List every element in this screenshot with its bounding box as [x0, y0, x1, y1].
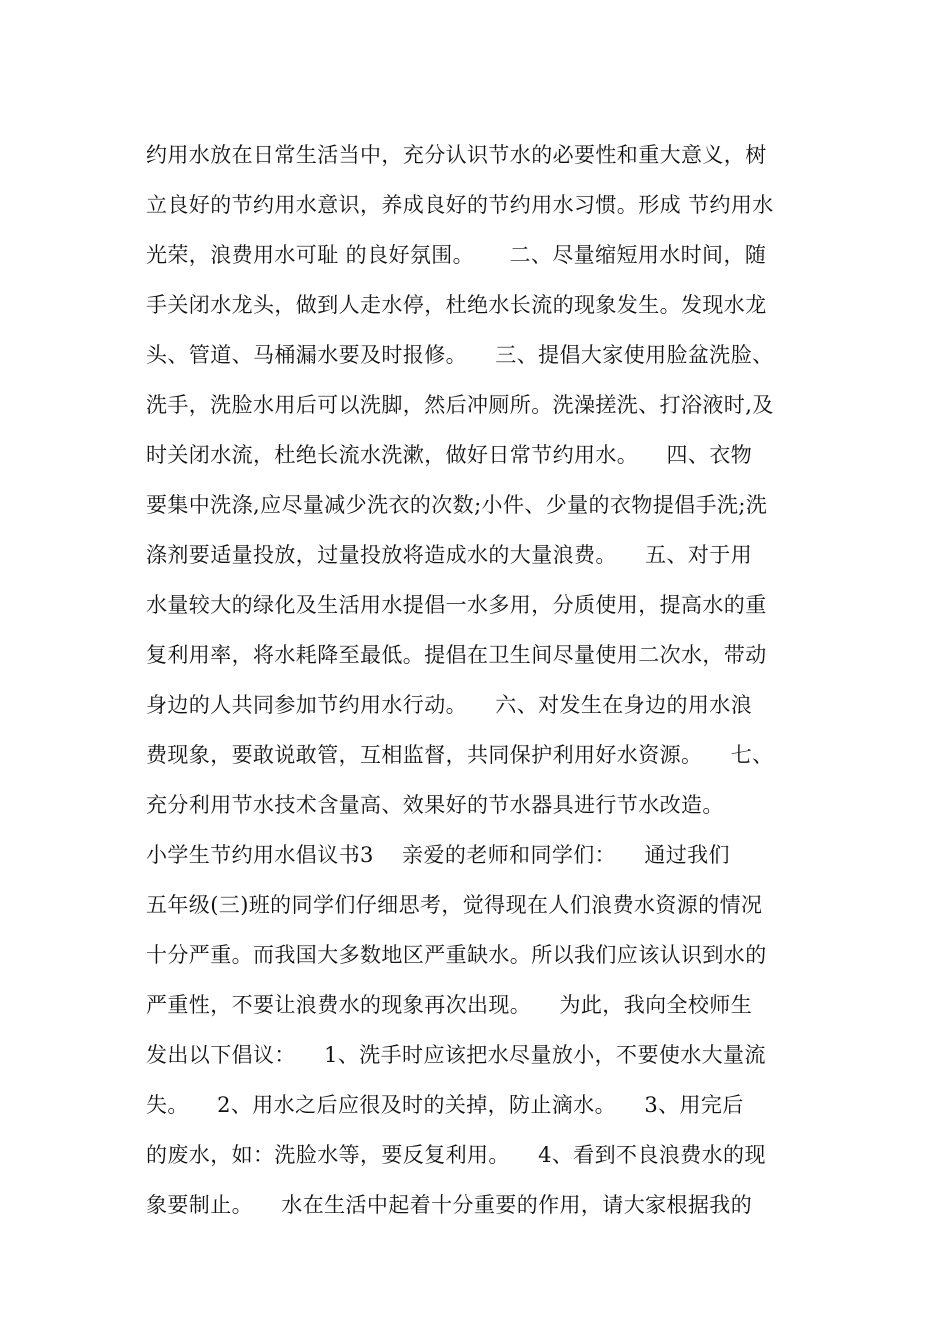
text-line: 五年级(三)班的同学们仔细思考，觉得现在人们浪费水资源的情况 [146, 893, 763, 917]
text-line: 严重性，不要让浪费水的现象再次出现。 为此，我向全校师生 [146, 993, 753, 1017]
body-text [146, 130, 826, 1230]
text-line: 的废水，如：洗脸水等，要反复利用。 4、看到不良浪费水的现 [146, 1143, 766, 1167]
text-line: 立良好的节约用水意识，养成良好的节约用水习惯。形成 节约用水 [146, 193, 774, 217]
text-line: 失。 2、用水之后应很及时的关掉，防止滴水。 3、用完后 [146, 1093, 744, 1117]
text-line: 费现象，要敢说敢管，互相监督，共同保护利用好水资源。 七、 [146, 743, 774, 767]
text-line: 充分利用节水技术含量高、效果好的节水器具进行节水改造。 [146, 793, 724, 817]
text-line: 手关闭水龙头，做到人走水停，杜绝水长流的现象发生。发现水龙 [146, 293, 767, 317]
text-line: 时关闭水流，杜绝长流水洗漱，做好日常节约用水。 四、衣物 [146, 443, 753, 467]
text-line: 洗手，洗脸水用后可以洗脚，然后冲厕所。洗澡搓洗、打浴液时,及 [146, 393, 774, 417]
text-line: 象要制止。 水在生活中起着十分重要的作用，请大家根据我的 [146, 1193, 753, 1217]
text-line: 身边的人共同参加节约用水行动。 六、对发生在身边的用水浪 [146, 693, 753, 717]
text-line: 光荣，浪费用水可耻 的良好氛围。 二、尽量缩短用水时间，随 [146, 243, 767, 267]
text-line: 十分严重。而我国大多数地区严重缺水。所以我们应该认识到水的 [146, 943, 767, 967]
text-line: 发出以下倡议： 1、洗手时应该把水尽量放小，不要使水大量流 [146, 1043, 766, 1067]
text-line: 约用水放在日常生活当中，充分认识节水的必要性和重大意义，树 [146, 143, 767, 167]
text-line: 复利用率，将水耗降至最低。提倡在卫生间尽量使用二次水，带动 [146, 643, 767, 667]
text-line: 头、管道、马桶漏水要及时报修。 三、提倡大家使用脸盆洗脸、 [146, 343, 774, 367]
text-line: 小学生节约用水倡议书3 亲爱的老师和同学们： 通过我们 [146, 843, 730, 867]
text-line: 要集中洗涤,应尽量减少洗衣的次数;小件、少量的衣物提倡手洗;洗 [146, 493, 768, 517]
text-line: 涤剂要适量投放，过量投放将造成水的大量浪费。 五、对于用 [146, 543, 753, 567]
text-line: 水量较大的绿化及生活用水提倡一水多用，分质使用，提高水的重 [146, 593, 767, 617]
